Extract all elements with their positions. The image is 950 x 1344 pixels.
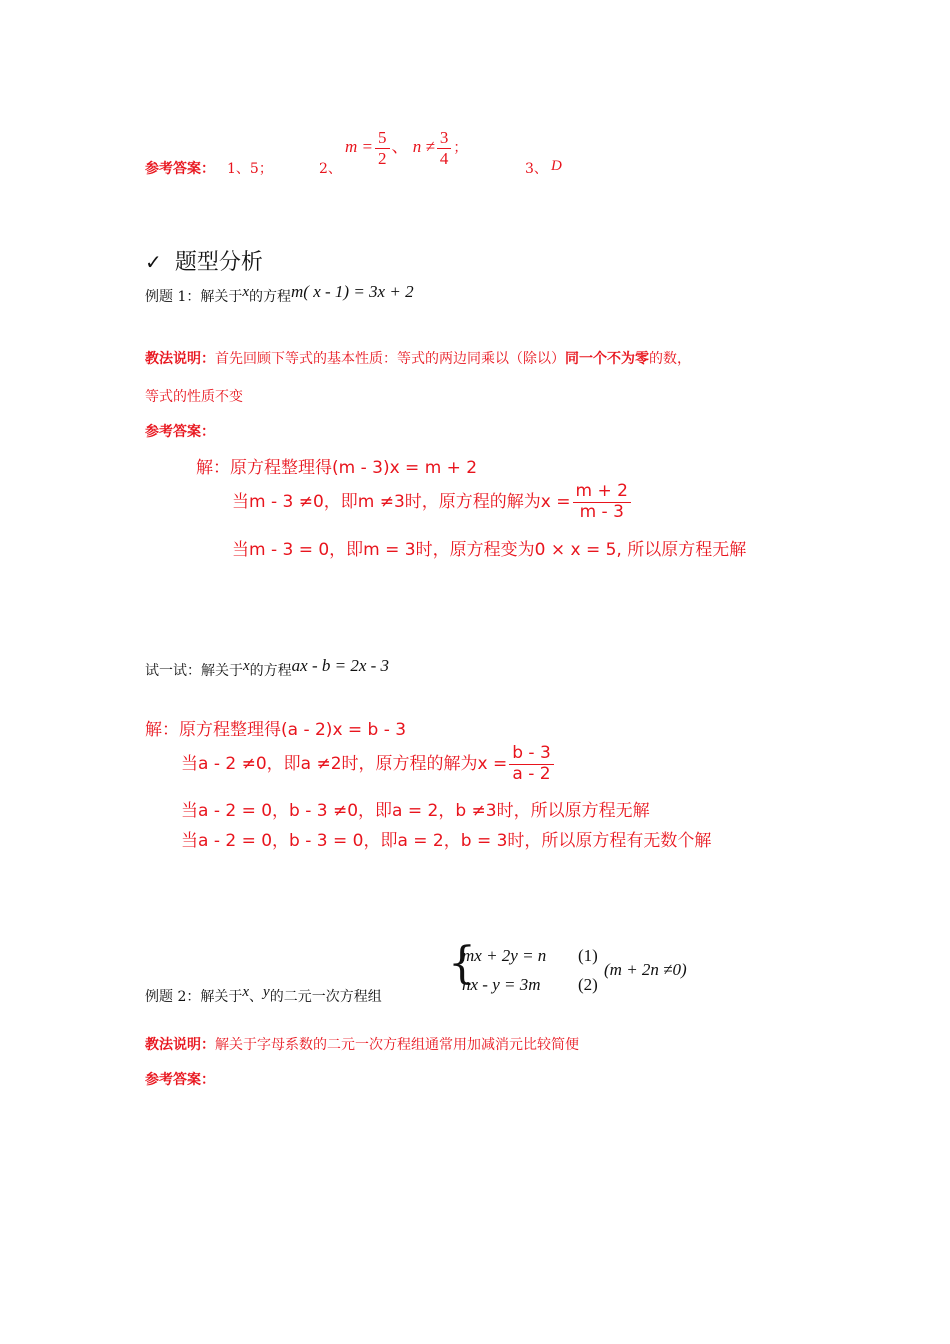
fraction-5-2 [375,128,390,168]
ex1-equation: m( x - 1) = 3x + 2 [291,282,414,301]
frac-num: b - 3 [509,744,554,765]
example-1-answer-label: 参考答案： [145,424,215,440]
separator: 、 [391,136,409,156]
fraction-3-4 [437,128,452,168]
try-solution-fraction [509,744,554,784]
ex2-sep: 、 [249,989,264,1005]
system-eq-1-tag: (1) [578,946,598,965]
frac-den: a - 2 [512,763,551,784]
ex1-solution-fraction [573,482,631,522]
ex2-suffix: 的二元一次方程组 [269,989,382,1005]
teach-text: 解关于字母系数的二元一次方程组通常用加减消元比较简便 [215,1037,579,1053]
example-2-answer-label: 参考答案： [145,1072,215,1088]
try-solution-line-3: 当a - 2 = 0，b - 3 ≠0，即a = 2，b ≠3时，所以原方程无解 [181,801,650,821]
try-prefix: 试一试：解关于 [145,663,243,679]
answer-3-prefix: 3、 [525,161,548,177]
frac-den: m - 3 [579,501,624,522]
left-brace: { [448,938,476,989]
n-not-equal: n ≠ [412,136,435,156]
system-condition: (m + 2n ≠0) [604,960,687,979]
try-solution-line-1: 解：原方程整理得(a - 2)x = b - 3 [145,720,407,740]
frac-num: 3 [437,128,452,149]
answer-label: 参考答案： [145,161,215,177]
ex1-solution-line-1: 解：原方程整理得(m - 3)x = m + 2 [196,458,478,478]
try-var: x [243,658,250,674]
teach-label: 教法说明： [145,1037,215,1053]
ex1-solution-line-3: 当m - 3 = 0，即m = 3时，原方程变为0 × x = 5, 所以原方程无解 [232,540,747,560]
frac-den: 2 [378,148,387,168]
answer-2-formula [345,128,467,168]
ex1-sol2-text: 当m - 3 ≠0，即m ≠3时，原方程的解为x = [232,492,571,513]
example-1-question [145,282,414,306]
system-eq-1: mx + 2y = n [462,946,547,965]
section-title: 题型分析 [174,250,263,275]
frac-num: m + 2 [573,482,631,503]
teach-text: 首先回顾下等式的基本性质：等式的两边同乘以（除以） [215,351,565,367]
ex1-prefix: 例题 1：解关于 [145,289,243,305]
try-question [145,656,390,680]
ex2-var-x: x [242,984,250,1000]
system-eq-2-tag: (2) [578,975,598,994]
semicolon: ； [453,140,468,156]
system-eq-2: nx - y = 3m [462,975,541,994]
example-1-teaching-note-line2: 等式的性质不变 [145,389,243,405]
try-sol2-text: 当a - 2 ≠0，即a ≠2时，原方程的解为x = [181,754,508,775]
try-equation: ax - b = 2x - 3 [291,656,390,675]
teach-bold: 同一个不为零 [565,351,649,367]
example-2-teaching-note [145,1034,579,1054]
example-2-question [145,986,382,1006]
section-heading [145,245,263,276]
answer-2-prefix: 2、 [319,161,342,177]
try-suffix: 的方程 [249,663,292,679]
example-1-teaching-note [145,348,691,368]
teach-text-end: 的数， [649,351,691,367]
ex2-var-y: y [263,984,270,1000]
check-icon: ✓ [145,250,162,274]
try-solution-line-2 [181,744,556,784]
ex2-prefix: 例题 2：解关于 [145,989,243,1005]
teach-label: 教法说明： [145,351,215,367]
frac-den: 4 [439,148,449,168]
m-equals: m = [345,136,373,156]
answer-1: 1、5； [227,161,273,177]
try-solution-line-4: 当a - 2 = 0，b - 3 = 0，即a = 2，b = 3时，所以原方程有无数个解 [181,831,712,851]
frac-num: 5 [375,128,390,149]
ex1-var: x [242,284,250,300]
ex1-solution-line-2 [232,482,633,522]
answer-3-value: D [551,158,562,174]
ex1-suffix: 的方程 [249,289,292,305]
